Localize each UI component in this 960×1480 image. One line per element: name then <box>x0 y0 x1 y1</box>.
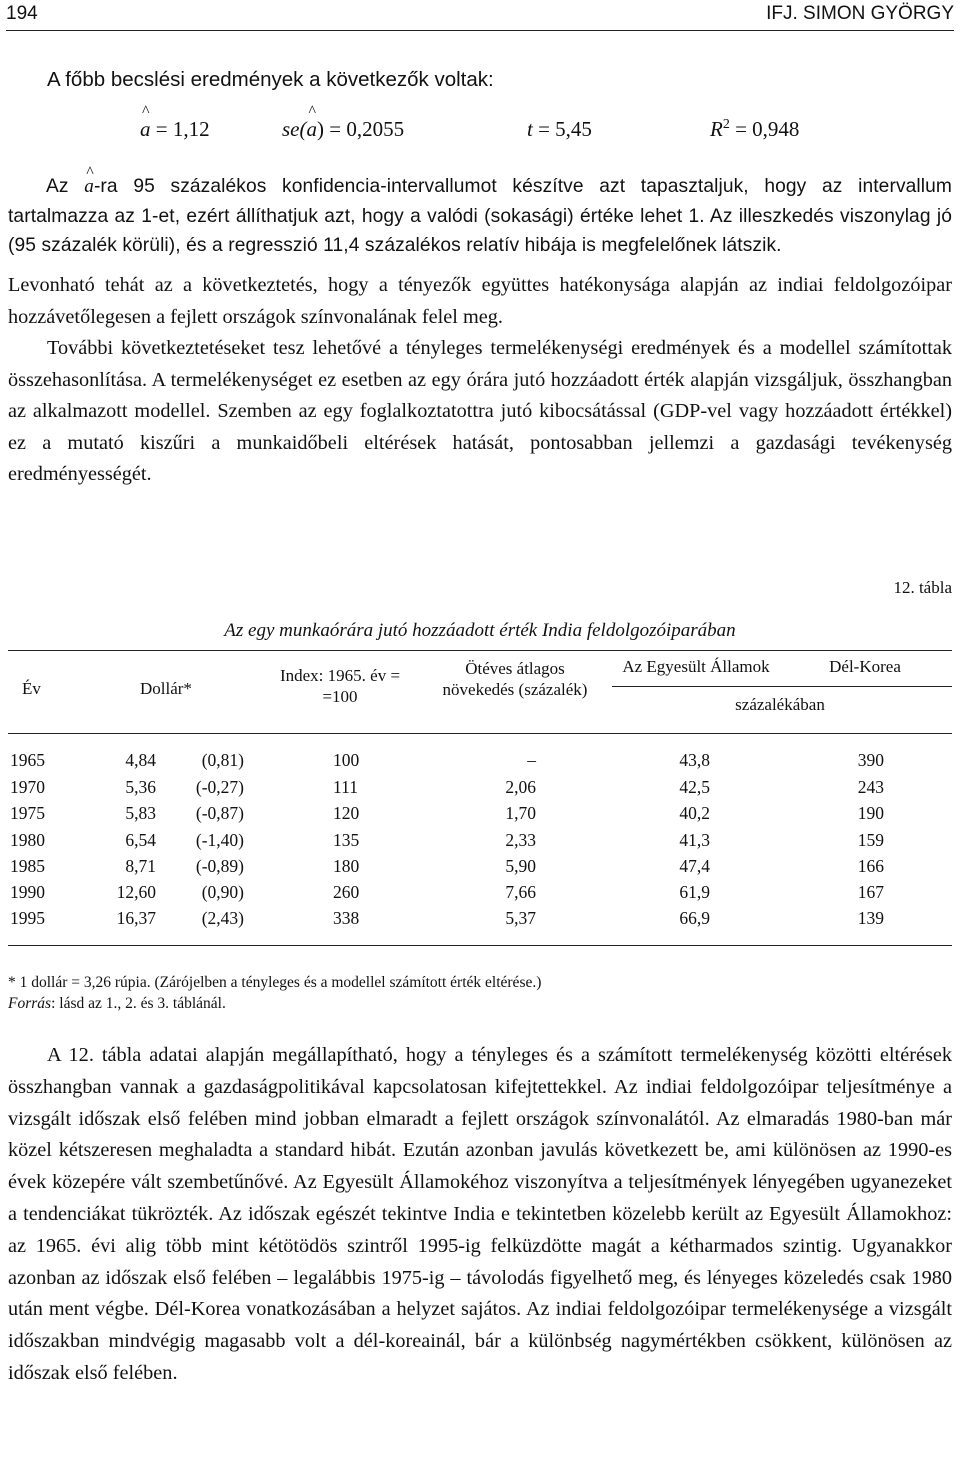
cell-year: 1985 <box>10 856 45 876</box>
header-growth: Ötéves átlagos növekedés (százalék) <box>442 659 588 699</box>
cell-index: 338 <box>333 908 360 928</box>
table-header-rule <box>8 733 952 734</box>
cell-korea: 190 <box>857 803 884 823</box>
a-hat-symbol: ^ a <box>140 117 151 142</box>
source-text: : lásd az 1., 2. és 3. táblánál. <box>51 995 226 1012</box>
cell-korea: 166 <box>857 856 884 876</box>
cell-diff: (0,90) <box>201 882 244 902</box>
table-group-rule <box>612 686 952 687</box>
cell-us: 42,5 <box>679 777 710 797</box>
cell-dollar: 5,83 <box>125 803 156 823</box>
cell-growth: 7,66 <box>505 882 536 902</box>
se-label: se( <box>282 117 307 141</box>
paragraph-1 <box>8 172 952 261</box>
header-index: Index: 1965. év = =100 <box>279 666 401 706</box>
cell-year: 1975 <box>10 803 45 823</box>
cell-us: 40,2 <box>679 803 710 823</box>
cell-diff: (-0,87) <box>195 803 244 823</box>
cell-us: 61,9 <box>679 882 710 902</box>
header-pct: százalékában <box>735 695 825 714</box>
cell-index: 180 <box>333 856 360 876</box>
cell-dollar: 6,54 <box>125 830 156 850</box>
a-hat-value: = 1,12 <box>155 117 210 141</box>
table-top-rule <box>8 650 952 651</box>
cell-dollar: 16,37 <box>116 908 156 928</box>
cell-growth: 2,33 <box>505 830 536 850</box>
se-value: ) = 0,2055 <box>317 117 405 141</box>
cell-diff: (-0,89) <box>195 856 244 876</box>
cell-dollar: 4,84 <box>125 750 156 770</box>
r2-value: = 0,948 <box>735 117 800 141</box>
cell-growth: 5,90 <box>505 856 536 876</box>
table-bottom-rule <box>8 945 952 946</box>
cell-growth: – <box>527 750 536 770</box>
cell-index: 260 <box>333 882 360 902</box>
paragraph-2 <box>8 270 952 491</box>
cell-index: 111 <box>333 777 358 797</box>
se-a-hat-symbol: ^ a <box>307 117 318 142</box>
cell-year: 1995 <box>10 908 45 928</box>
source-label: Forrás <box>8 995 52 1012</box>
paragraph-2-text: Levonható tehát az a következtetés, hogy a tényezők együttes hatékonysága alapján az indiai feldolgozóipar hozzávetőlegesen a fejlett országok színvonalának felel meg. <box>8 274 952 328</box>
paragraph-1-text: -ra 95 százalékos konfidencia-intervallumot készítve azt tapasztaljuk, hogy az intervallum tartalmazza az 1-et, ezért állíthatjuk azt, hogy a valódi (sokasági) értéke lehet 1. Az illeszkedés viszonylag jó (95 százalék körüli), és a regresszió 11,4 százalékos relatív hibája is megfelelőnek látszik. <box>8 176 952 256</box>
estimate-se <box>282 117 404 142</box>
cell-diff: (-0,27) <box>195 777 244 797</box>
paragraph-3 <box>8 1040 952 1390</box>
cell-growth: 2,06 <box>505 777 536 797</box>
table-footnote: * 1 dollár = 3,26 rúpia. (Zárójelben a tényleges és a modellel számított érték eltérése.) <box>8 974 542 991</box>
cell-year: 1965 <box>10 750 45 770</box>
cell-korea: 390 <box>857 750 884 770</box>
estimate-t <box>527 117 592 142</box>
estimate-a-hat <box>140 117 210 142</box>
header-dollar: Dollár* <box>140 679 192 698</box>
estimate-r2 <box>710 117 799 142</box>
cell-index: 100 <box>333 750 360 770</box>
cell-diff: (0,81) <box>201 750 244 770</box>
cell-us: 43,8 <box>679 750 710 770</box>
cell-year: 1990 <box>10 882 45 902</box>
header-korea: Dél-Korea <box>829 657 901 676</box>
cell-korea: 139 <box>857 908 884 928</box>
page-header <box>6 0 954 31</box>
cell-us: 66,9 <box>679 908 710 928</box>
running-head: IFJ. SIMON GYÖRGY <box>766 3 954 24</box>
cell-us: 41,3 <box>679 830 710 850</box>
paragraph-2b-text: További következtetéseket tesz lehetővé a tényleges termelékenységi eredmények és a modellel számítottak összehasonlítása. A termelékenységet ez esetben az egy órára jutó hozzáadott érték alapján vizsgáljuk, összhangban az alkalmazott modellel. Szemben az egy foglalkoztatottra jutó kibocsátással (GDP-vel vagy hozzáadott értékkel) ez a mutató kiszűri a munkaidőbeli eltérések hatását, pontosabban jellemzi a gazdasági tevékenység eredményességét. <box>8 337 952 485</box>
cell-diff: (-1,40) <box>195 830 244 850</box>
cell-diff: (2,43) <box>201 908 244 928</box>
cell-index: 120 <box>333 803 360 823</box>
table-title: Az egy munkaórára jutó hozzáadott érték India feldolgozóiparában <box>224 620 736 641</box>
table-number: 12. tábla <box>893 578 952 597</box>
cell-korea: 159 <box>857 830 884 850</box>
cell-dollar: 12,60 <box>116 882 156 902</box>
cell-year: 1970 <box>10 777 45 797</box>
cell-year: 1980 <box>10 830 45 850</box>
table-source <box>8 995 226 1013</box>
r2-label: R <box>710 117 723 141</box>
paragraph-1-start: Az <box>46 176 69 197</box>
header-year: Év <box>22 679 41 698</box>
t-label: t <box>527 117 533 141</box>
r2-exponent: 2 <box>722 117 730 132</box>
header-us: Az Egyesült Államok <box>622 657 770 676</box>
t-value: = 5,45 <box>538 117 592 141</box>
cell-dollar: 8,71 <box>125 856 156 876</box>
cell-growth: 1,70 <box>505 803 536 823</box>
cell-index: 135 <box>333 830 360 850</box>
intro-text: A főbb becslési eredmények a következők voltak: <box>47 68 494 91</box>
para-a-hat-symbol: ^ a <box>84 172 94 202</box>
cell-korea: 167 <box>857 882 884 902</box>
cell-us: 47,4 <box>679 856 710 876</box>
cell-growth: 5,37 <box>505 908 536 928</box>
cell-korea: 243 <box>857 777 884 797</box>
page-number: 194 <box>6 3 38 24</box>
cell-dollar: 5,36 <box>125 777 156 797</box>
paragraph-3-text: A 12. tábla adatai alapján megállapítható, hogy a tényleges és a számított termelékenység közötti eltérések összhangban vannak a gazdaságpolitikával kapcsolatosan kifejtettekkel. Az indiai feldolgozóipar teljesítménye a vizsgált időszak első felében mind jobban elmaradt a fejlett országok színvonalától. Az elmaradás 1980-ban már közel kétszeresen meghaladta a standard hibát. Ezután azonban javulás következett be, ami különösen az 1990-es évek közepére vált szembetűnővé. Az Egyesült Államokéhoz viszonyítva a teljesítmények lényegében ugyanezeket a tendenciákat tükrözték. Az időszak egészét tekintve India e tekintetben közelebb került az Egyesült Államokhoz: az 1965. évi alig több mint kétötödös szintről 1995-ig felküzdötte magát a kétharmados szintig. Ugyanakkor azonban az időszak első felében – legalábbis 1975-ig – távolodás figyelhető meg, és lényeges közeledés csak 1980 után ment végbe. Dél-Korea vonatkozásában a helyzet sajátos. Az indiai feldolgozóipar termelékenysége a vizsgált időszakban mindvégig magasabb volt a dél-koreainál, bár a különbség nagymértékben csökkent, különösen az időszak első felében. <box>8 1044 952 1384</box>
